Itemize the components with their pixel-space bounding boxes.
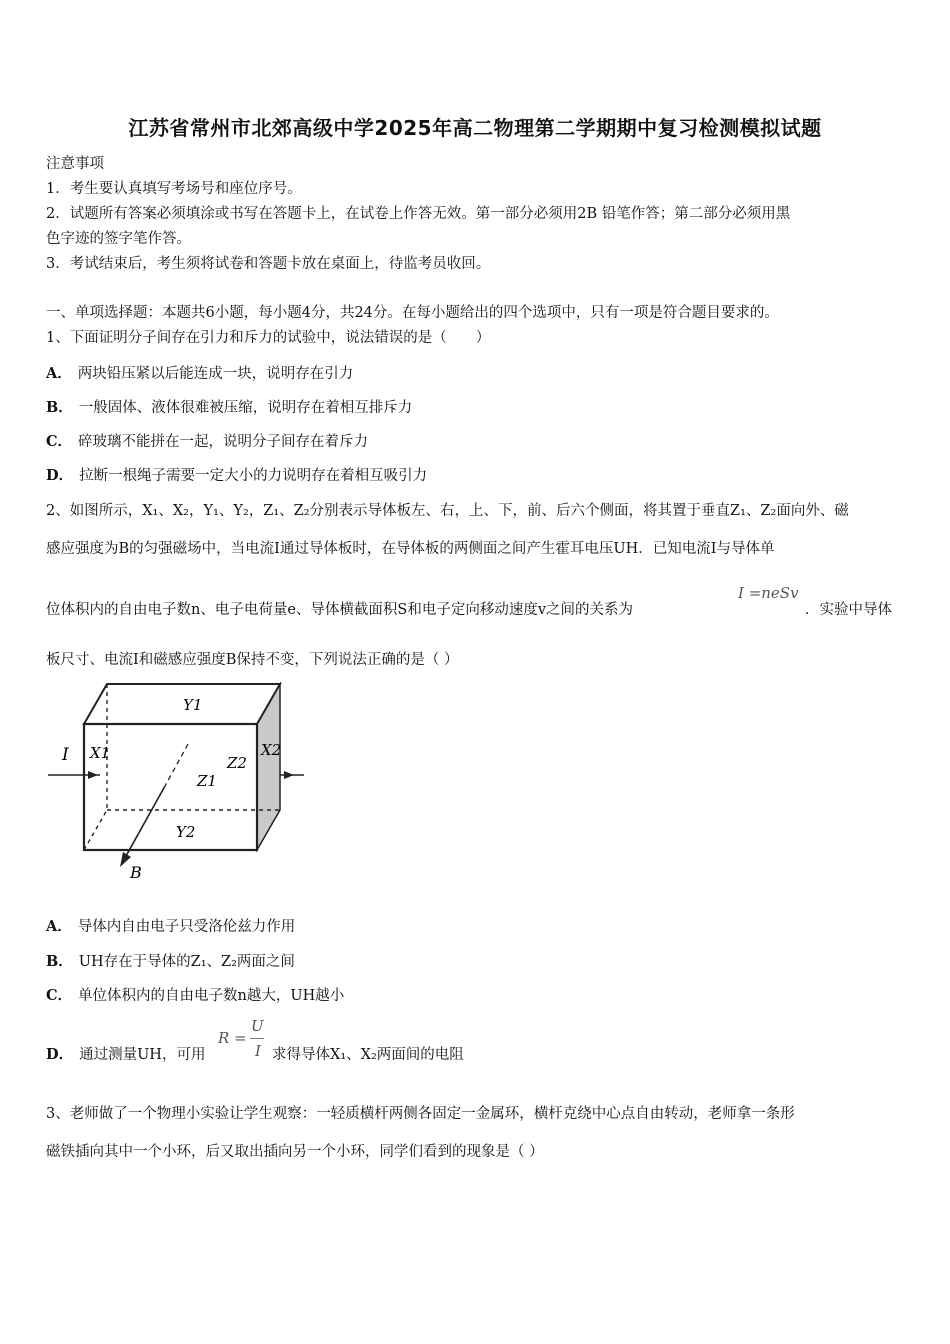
option-label: C． bbox=[46, 433, 73, 450]
q2-stem-line: 2、如图所示，X₁、X₂，Y₁、Y₂，Z₁、Z₂分别表示导体板左、右，上、下，前、后六个侧面，将其置于垂直Z₁、Z₂面向外、磁 bbox=[46, 503, 849, 519]
q2-stem-line: ．实验中导体 bbox=[805, 602, 892, 618]
option-text: 求得导体X₁、X₂两面间的电阻 bbox=[272, 1047, 464, 1063]
right-face-shading bbox=[257, 684, 280, 850]
label-z1: Z1 bbox=[197, 772, 217, 790]
option-label: D． bbox=[46, 467, 74, 484]
option-text: 单位体积内的自由电子数n越大，UH越小 bbox=[78, 988, 345, 1004]
notice-item: 3．考试结束后，考生须将试卷和答题卡放在桌面上，待监考员收回。 bbox=[46, 256, 491, 272]
exam-title: 江苏省常州市北郊高级中学2025年高二物理第二学期期中复习检测模拟试题 bbox=[128, 116, 822, 140]
q2-option-c[interactable] bbox=[46, 984, 344, 1005]
notice-item: 1．考生要认真填写考场号和座位序号。 bbox=[46, 181, 302, 197]
label-y2: Y2 bbox=[176, 823, 196, 841]
q2-option-b[interactable] bbox=[46, 950, 295, 971]
formula-numerator: U bbox=[251, 1017, 264, 1035]
option-label: A． bbox=[46, 918, 72, 935]
section-heading: 一、单项选择题：本题共6小题，每小题4分，共24分。在每小题给出的四个选项中，只有一项是符合题目要求的。 bbox=[46, 305, 779, 321]
resistance-formula bbox=[218, 1017, 278, 1063]
q2-stem-line: 位体积内的自由电子数n、电子电荷量e、导体横截面积S和电子定向移动速度v之间的关系为 bbox=[46, 602, 634, 618]
q2-stem-line: 板尺寸、电流I和磁感应强度B保持不变，下列说法正确的是（ ） bbox=[46, 652, 459, 668]
label-field: B bbox=[130, 863, 142, 882]
option-label: C． bbox=[46, 987, 73, 1004]
option-label: B． bbox=[46, 399, 73, 416]
option-text: UH存在于导体的Z₁、Z₂两面之间 bbox=[78, 954, 295, 970]
notice-heading: 注意事项 bbox=[46, 156, 104, 172]
option-text: 两块铅压紧以后能连成一块，说明存在引力 bbox=[77, 366, 354, 382]
field-arrow bbox=[126, 786, 165, 856]
q1-option-b[interactable] bbox=[46, 396, 412, 417]
top-face bbox=[84, 684, 280, 724]
formula-current: I =neSv bbox=[738, 584, 799, 602]
q3-stem-line: 3、老师做了一个物理小实验让学生观察：一轻质横杆两侧各固定一金属环，横杆克绕中心点自由转动，老师拿一条形 bbox=[46, 1106, 795, 1122]
label-z2: Z2 bbox=[227, 754, 247, 772]
q3-stem-line: 磁铁插向其中一个小环，后又取出插向另一个小环，同学们看到的现象是（ ） bbox=[46, 1144, 544, 1160]
fraction-bar bbox=[250, 1038, 264, 1039]
option-text: 拉断一根绳子需要一定大小的力说明存在着相互吸引力 bbox=[79, 468, 428, 484]
option-text: 导体内自由电子只受洛伦兹力作用 bbox=[77, 919, 296, 935]
q1-option-d[interactable] bbox=[46, 464, 427, 485]
label-current: I bbox=[62, 745, 69, 765]
hall-effect-figure bbox=[40, 676, 320, 886]
q1-option-c[interactable] bbox=[46, 430, 368, 451]
option-label: B． bbox=[46, 953, 73, 970]
formula-denominator: I bbox=[255, 1042, 261, 1060]
formula-lhs: R = bbox=[218, 1029, 247, 1047]
option-text: 通过测量UH，可用 bbox=[79, 1047, 206, 1063]
q2-stem-line: 感应强度为B的匀强磁场中，当电流I通过导体板时，在导体板的两侧面之间产生霍耳电压UH．已知电流I与导体单 bbox=[46, 541, 775, 557]
notice-item: 2．试题所有答案必须填涂或书写在答题卡上，在试卷上作答无效。第一部分必须用2B 铅笔作答；第二部分必须用黑 bbox=[46, 206, 791, 222]
hidden-edge bbox=[84, 810, 107, 850]
q2-option-a[interactable] bbox=[46, 915, 295, 936]
label-y1: Y1 bbox=[183, 696, 203, 714]
label-x1: X1 bbox=[90, 744, 111, 762]
option-text: 碎玻璃不能拼在一起，说明分子间存在着斥力 bbox=[78, 434, 369, 450]
notice-item: 色字迹的签字笔作答。 bbox=[46, 231, 191, 247]
option-label: D． bbox=[46, 1046, 74, 1063]
field-line-hidden bbox=[165, 744, 188, 786]
current-arrowhead bbox=[284, 771, 294, 779]
label-x2: X2 bbox=[261, 741, 282, 759]
q2-option-d[interactable] bbox=[46, 1043, 205, 1064]
q1-option-a[interactable] bbox=[46, 362, 353, 383]
front-face bbox=[84, 724, 257, 850]
q1-stem: 1、下面证明分子间存在引力和斥力的试验中，说法错误的是（ ） bbox=[46, 330, 491, 346]
current-arrowhead bbox=[88, 771, 98, 779]
option-label: A． bbox=[46, 365, 72, 382]
option-text: 一般固体、液体很难被压缩，说明存在着相互排斥力 bbox=[78, 400, 413, 416]
